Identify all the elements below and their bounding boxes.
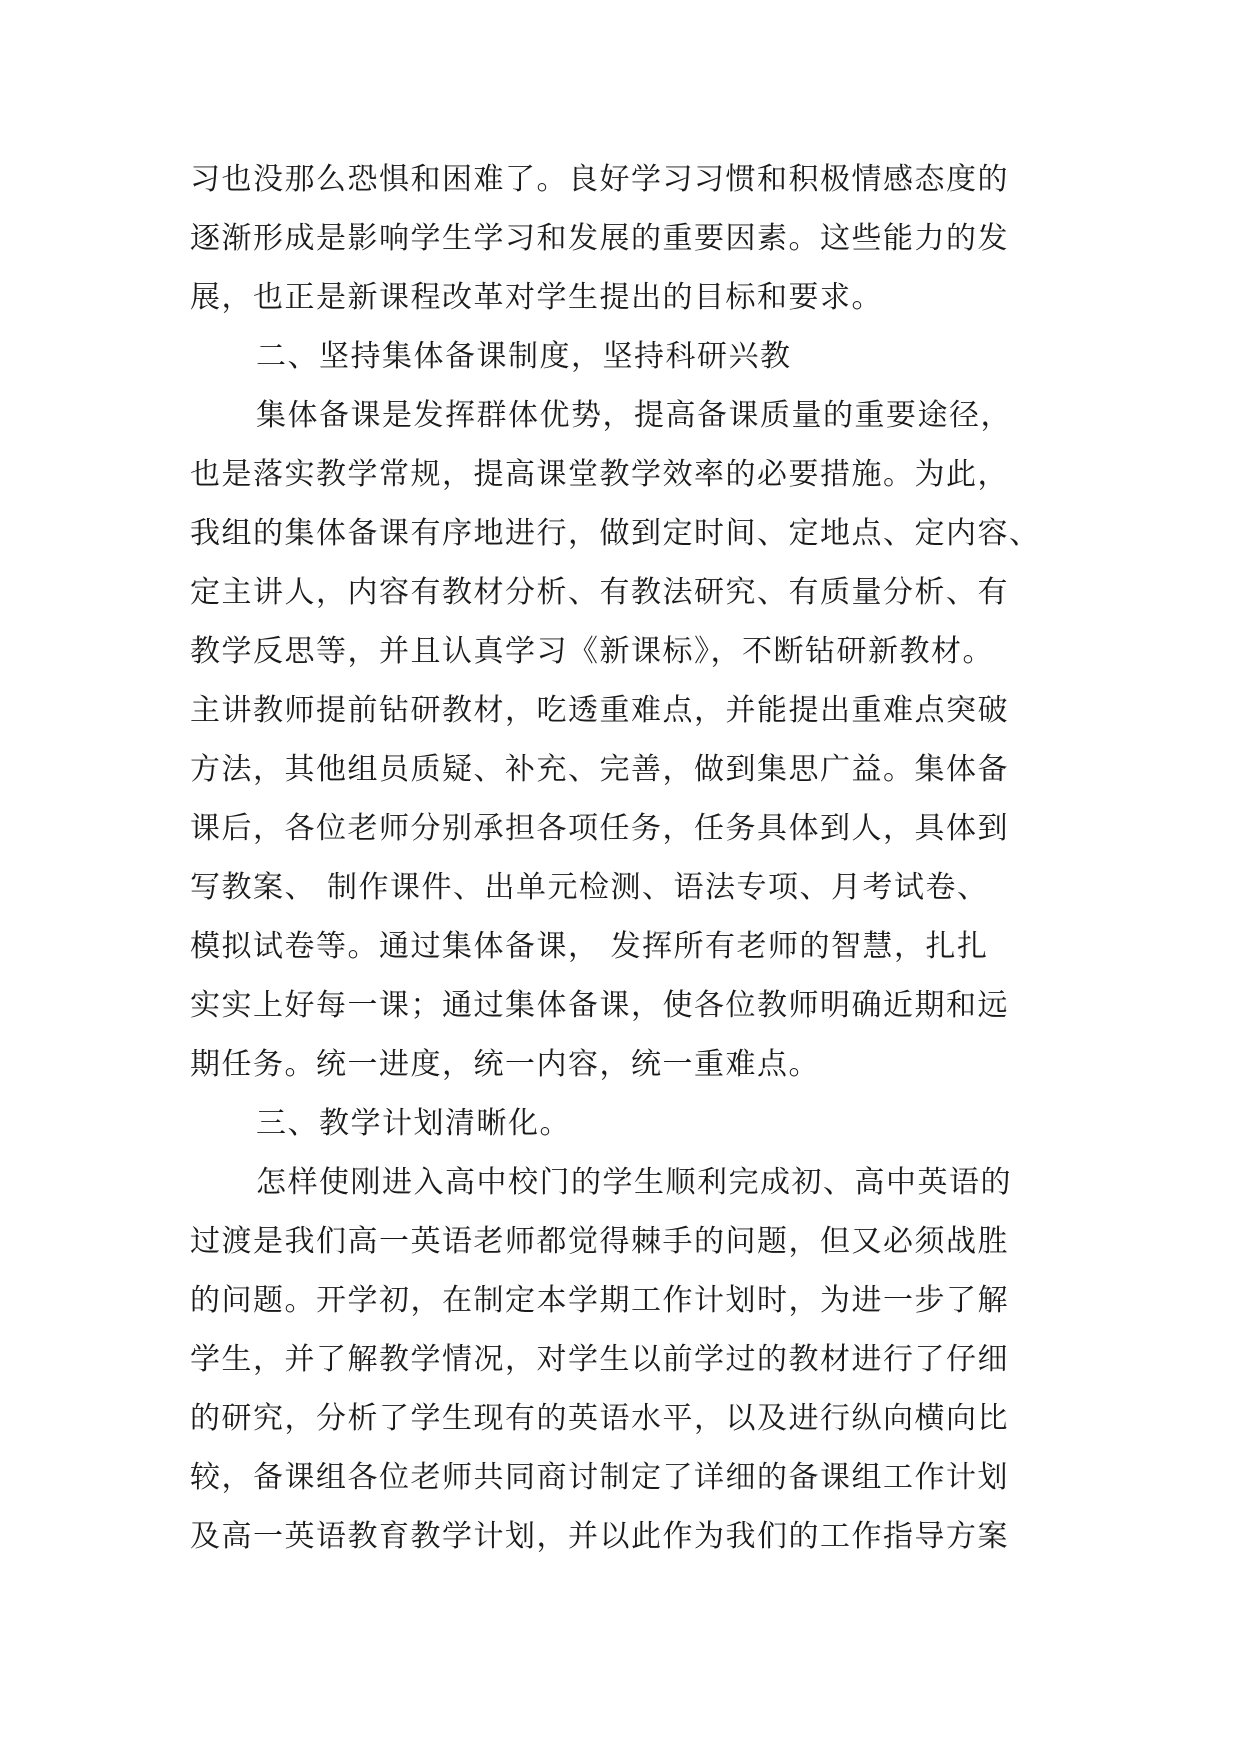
text-line: 我组的集体备课有序地进行，做到定时间、定地点、定内容、 (190, 516, 1041, 551)
text-line: 过渡是我们高一英语老师都觉得棘手的问题，但又必须战胜 (190, 1224, 1009, 1259)
paragraph-start-line: 二、坚持集体备课制度，坚持科研兴教 (256, 339, 792, 374)
text-line: 也是落实教学常规，提高课堂教学效率的必要措施。为此， (190, 457, 1009, 492)
paragraph-start-line: 集体备课是发挥群体优势，提高备课质量的重要途径， (256, 398, 1012, 433)
text-line: 方法，其他组员质疑、补充、完善，做到集思广益。集体备 (190, 752, 1009, 787)
text-line: 学生，并了解教学情况，对学生以前学过的教材进行了仔细 (190, 1342, 1009, 1377)
paragraph-start-line: 三、教学计划清晰化。 (256, 1106, 571, 1141)
text-line: 期任务。统一进度，统一内容，统一重难点。 (190, 1047, 820, 1082)
text-line: 的研究，分析了学生现有的英语水平，以及进行纵向横向比 (190, 1401, 1009, 1436)
text-line: 较，备课组各位老师共同商讨制定了详细的备课组工作计划 (190, 1460, 1009, 1495)
document-body (190, 150, 1070, 1566)
text-line: 及高一英语教育教学计划，并以此作为我们的工作指导方案 (190, 1519, 1009, 1554)
text-line: 主讲教师提前钻研教材，吃透重难点，并能提出重难点突破 (190, 693, 1009, 728)
text-line: 定主讲人，内容有教材分析、有教法研究、有质量分析、有 (190, 575, 1009, 610)
text-line: 写教案、 制作课件、出单元检测、语法专项、月考试卷、 (190, 870, 989, 905)
text-line: 实实上好每一课；通过集体备课，使各位教师明确近期和远 (190, 988, 1009, 1023)
text-line: 的问题。开学初，在制定本学期工作计划时，为进一步了解 (190, 1283, 1009, 1318)
text-line: 模拟试卷等。通过集体备课， 发挥所有老师的智慧，扎扎 (190, 929, 989, 964)
text-line: 课后，各位老师分别承担各项任务，任务具体到人，具体到 (190, 811, 1009, 846)
text-line: 逐渐形成是影响学生学习和发展的重要因素。这些能力的发 (190, 221, 1009, 256)
text-line: 展，也正是新课程改革对学生提出的目标和要求。 (190, 280, 883, 315)
text-line: 习也没那么恐惧和困难了。良好学习习惯和积极情感态度的 (190, 162, 1009, 197)
paragraph-start-line: 怎样使刚进入高中校门的学生顺利完成初、高中英语的 (256, 1165, 1012, 1200)
text-line: 教学反思等，并且认真学习《新课标》，不断钻研新教材。 (190, 634, 994, 669)
